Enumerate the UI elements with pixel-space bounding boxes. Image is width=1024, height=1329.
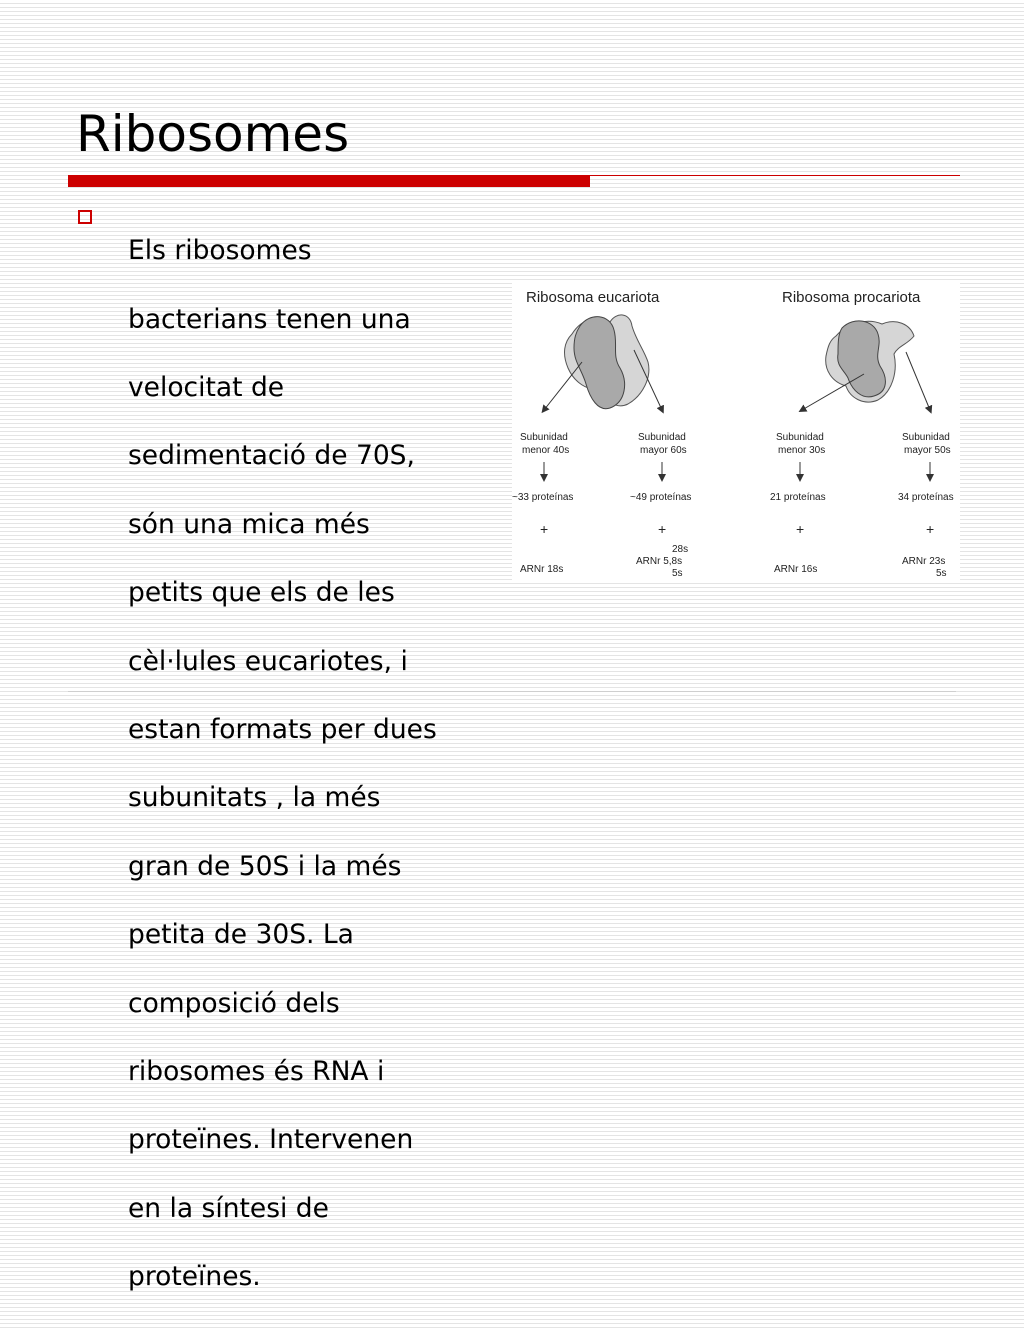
euk-small-plus: +	[540, 521, 549, 537]
euk-large-rna-3: 5s	[672, 568, 683, 579]
pro-large-sub-2: mayor 50s	[904, 445, 951, 456]
pro-small-rna: ARNr 16s	[774, 564, 818, 575]
pro-small-sub-1: Subunidad	[776, 432, 824, 443]
body-line: són una mica més	[128, 508, 370, 540]
euk-large-sub-1: Subunidad	[638, 432, 686, 443]
euk-large-plus: +	[658, 521, 667, 537]
bullet-square-icon	[78, 210, 92, 224]
title-underline-bar	[68, 175, 590, 187]
pro-large-plus: +	[926, 521, 935, 537]
body-line: cèl·lules eucariotes, i	[128, 645, 408, 677]
euk-large-rna-1: 28s	[672, 544, 689, 555]
body-line: bacterians tenen una	[128, 303, 411, 335]
pro-arrow-large	[906, 352, 930, 410]
euk-small-prot: ~33 proteínas	[512, 492, 574, 503]
pro-title: Ribosoma procariota	[782, 289, 921, 306]
body-line: en la síntesi de	[128, 1192, 329, 1224]
ribosome-diagram	[512, 282, 960, 580]
euk-arrow-small	[544, 362, 582, 410]
pro-small-sub-2: menor 30s	[778, 445, 826, 456]
title-underline-line	[590, 175, 960, 176]
body-line: Els ribosomes	[128, 235, 312, 267]
body-line: petits que els de les	[128, 577, 395, 609]
pro-large-prot: 34 proteínas	[898, 492, 954, 503]
euk-small-rna: ARNr 18s	[520, 564, 564, 575]
body-line: subunitats , la més	[128, 782, 381, 814]
euk-large-rna-2: ARNr 5,8s	[636, 556, 683, 567]
body-line: proteïnes.	[128, 1261, 261, 1293]
pro-small-prot: 21 proteínas	[770, 492, 826, 503]
body-line: velocitat de	[128, 372, 285, 404]
body-line: ribosomes és RNA i	[128, 1056, 385, 1088]
pro-large-rna-2: 5s	[936, 568, 947, 579]
ribosome-figure	[512, 282, 960, 580]
euk-large-prot: ~49 proteínas	[630, 492, 692, 503]
euk-large-sub-2: mayor 60s	[640, 445, 687, 456]
body-line: sedimentació de 70S,	[128, 440, 415, 472]
pro-small-plus: +	[796, 521, 805, 537]
euk-title: Ribosoma eucariota	[526, 289, 660, 306]
body-line: proteïnes. Intervenen	[128, 1124, 414, 1156]
body-line: petita de 30S. La	[128, 919, 354, 951]
euk-small-sub-1: Subunidad	[520, 432, 568, 443]
body-paragraph	[128, 200, 498, 1329]
body-line: gran de 50S i la més	[128, 850, 402, 882]
pro-large-rna-1: ARNr 23s	[902, 556, 946, 567]
body-line: composició dels	[128, 987, 340, 1019]
pro-large-sub-1: Subunidad	[902, 432, 950, 443]
footer-divider	[68, 691, 956, 692]
euk-small-sub-2: menor 40s	[522, 445, 570, 456]
body-line: estan formats per dues	[128, 714, 437, 746]
slide-title: Ribosomes	[76, 105, 350, 163]
